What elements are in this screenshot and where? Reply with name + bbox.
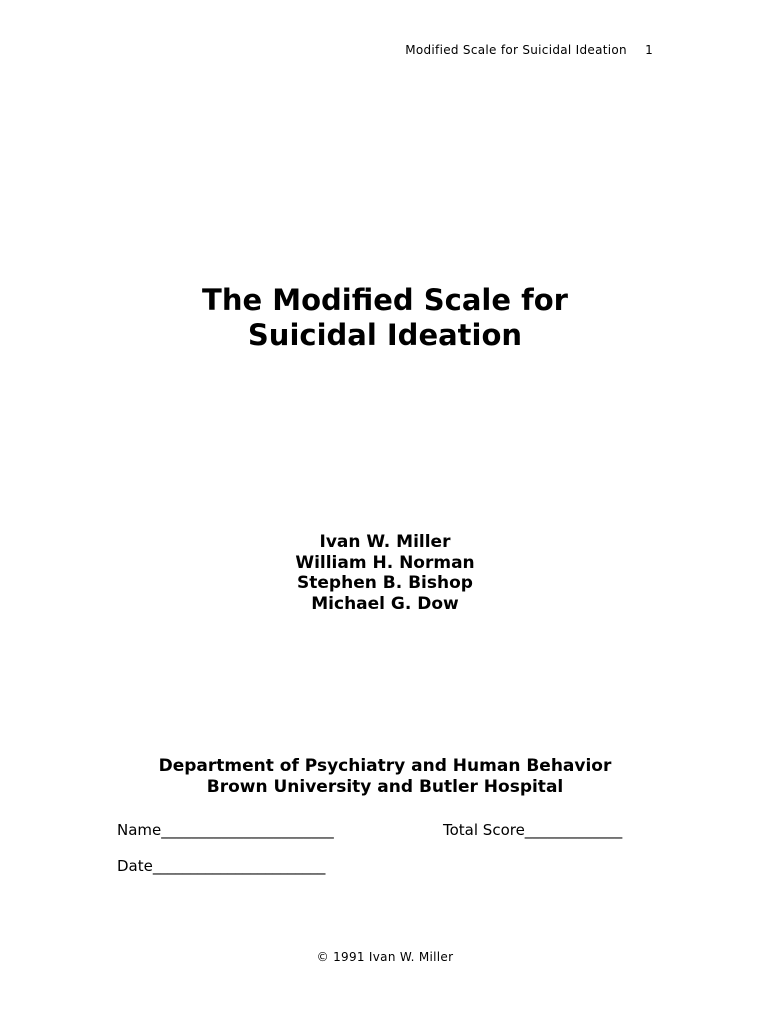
author-name: William H. Norman [295,552,475,573]
page-number: 1 [645,43,653,57]
author-name: Stephen B. Bishop [297,573,473,593]
running-header [405,43,653,57]
department-name: Department of Psychiatry and Human Behavior [158,756,612,776]
author-name: Michael G. Dow [311,593,459,614]
institution-name: Brown University and Butler Hospital [206,777,564,797]
author-list [0,532,770,614]
running-title: Modified Scale for Suicidal Ideation [405,43,627,57]
title-line-1: The Modified Scale for [202,283,568,317]
total-score-field[interactable]: Total Score_____________ [443,821,623,839]
title-line-2: Suicidal Ideation [247,318,523,352]
copyright-notice: © 1991 Ivan W. Miller [316,950,454,964]
affiliation [0,756,770,798]
author-name: Ivan W. Miller [319,532,451,552]
document-title [0,283,770,353]
date-field[interactable]: Date_______________________ [117,857,326,875]
name-field[interactable]: Name_______________________ [117,821,334,839]
